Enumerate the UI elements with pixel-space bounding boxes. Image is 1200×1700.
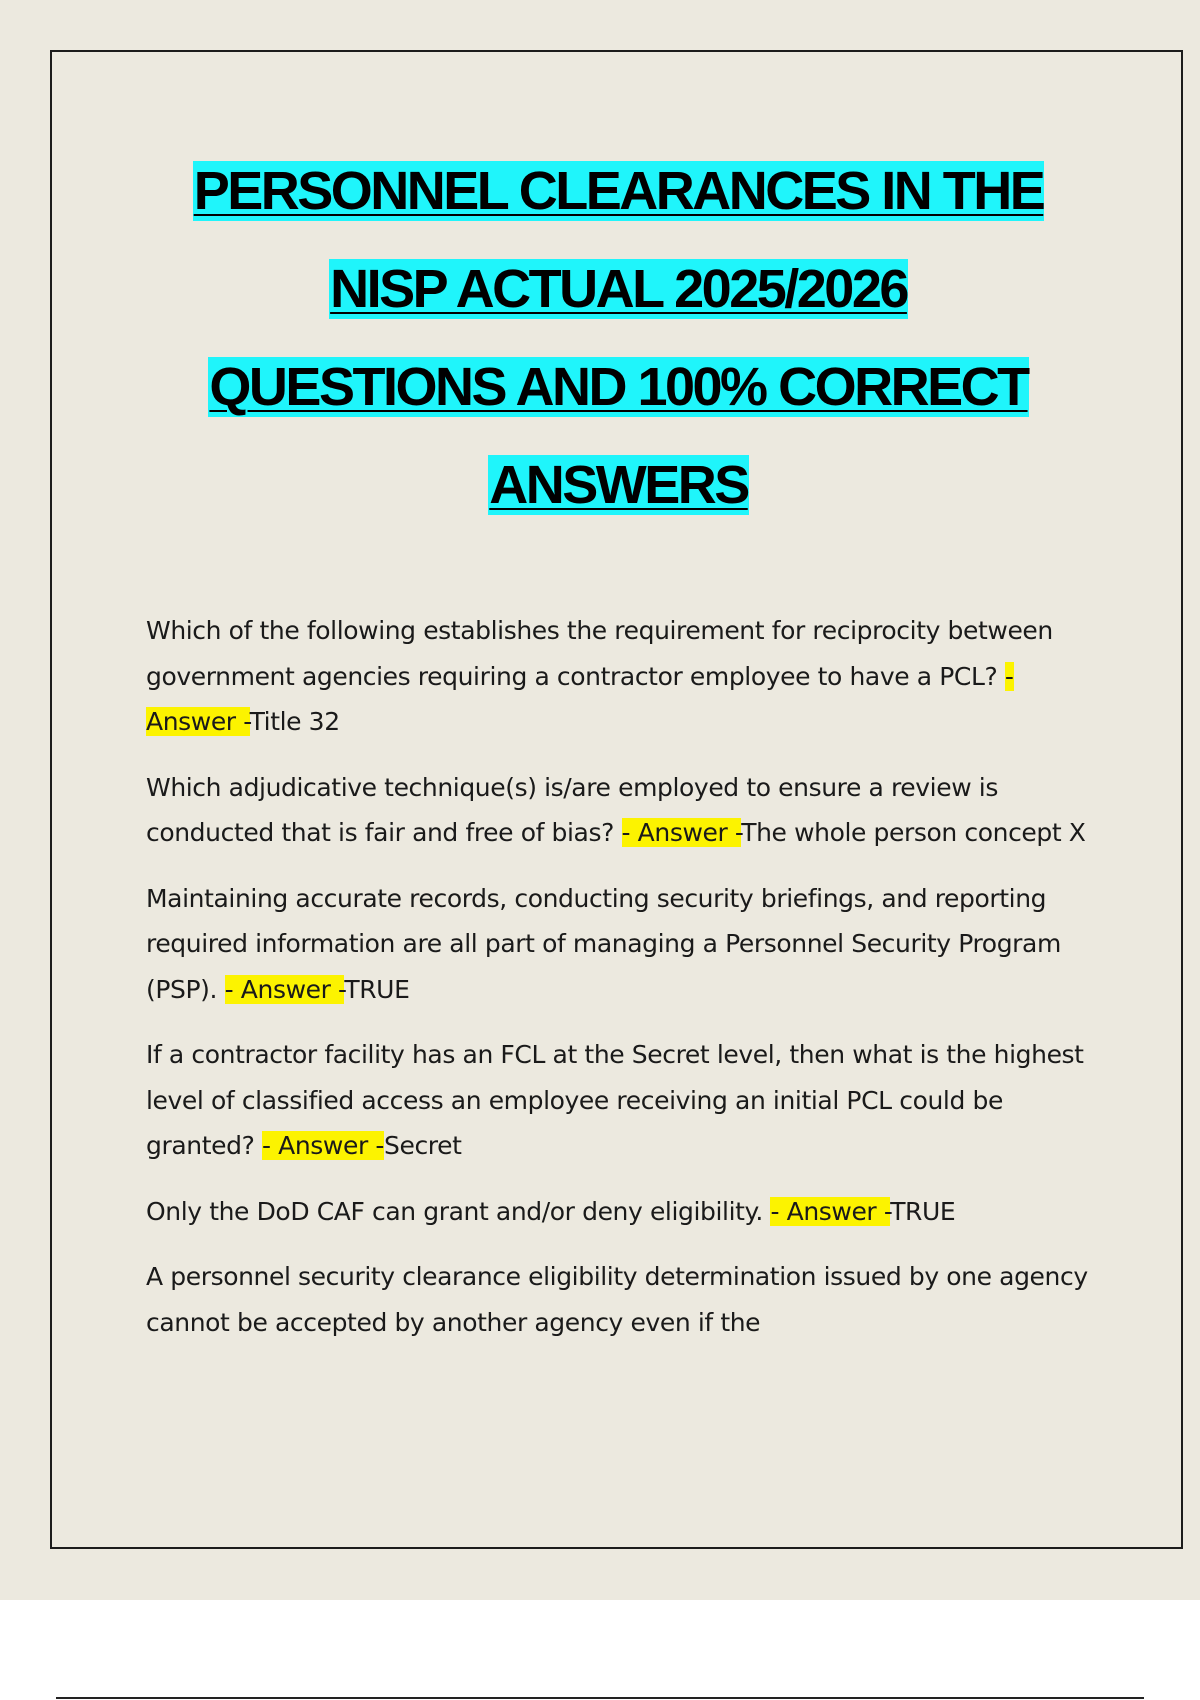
question-text: Which of the following establishes the requirement for reciprocity between government agencies requiring a contractor employee to have a PCL?	[146, 616, 1053, 691]
title-line	[110, 240, 1127, 338]
question-text: If a contractor facility has an FCL at the Secret level, then what is the highest level of classified access an employee receiving an initial PCL could be granted?	[146, 1040, 1084, 1160]
qa-item	[146, 765, 1096, 856]
title-line-text: PERSONNEL CLEARANCES IN THE	[193, 161, 1044, 221]
question-text: Which adjudicative technique(s) is/are employed to ensure a review is conducted that is fair and free of bias?	[146, 772, 998, 847]
document-title	[110, 142, 1127, 534]
answer-tag: - Answer -	[224, 974, 345, 1004]
qa-item	[146, 608, 1096, 745]
title-line-text: ANSWERS	[489, 455, 748, 515]
answer-text: TRUE	[344, 974, 410, 1004]
answer-tag: - Answer -	[146, 661, 1014, 736]
qa-item	[146, 876, 1096, 1013]
qa-item	[146, 1189, 1096, 1235]
title-line-text: NISP ACTUAL 2025/2026	[330, 259, 907, 319]
answer-text: The whole person concept X	[741, 818, 1086, 847]
answer-tag: - Answer -	[770, 1196, 891, 1226]
title-line	[110, 338, 1127, 436]
answer-text: Title 32	[249, 707, 340, 736]
question-text: Only the DoD CAF can grant and/or deny eligibility.	[146, 1196, 771, 1226]
qa-list	[146, 608, 1096, 1365]
title-line-text: QUESTIONS AND 100% CORRECT	[209, 357, 1028, 417]
qa-item	[146, 1254, 1096, 1345]
answer-tag: - Answer -	[261, 1131, 384, 1160]
title-line	[110, 142, 1127, 240]
footer-divider	[56, 1697, 1144, 1699]
qa-item	[146, 1032, 1096, 1169]
answer-text: Secret	[384, 1131, 462, 1160]
answer-text: TRUE	[890, 1196, 956, 1226]
answer-tag: - Answer -	[621, 818, 742, 847]
question-text: Maintaining accurate records, conducting security briefings, and reporting required information are all part of managing a Personnel Security Program (PSP).	[146, 883, 1061, 1004]
question-text: A personnel security clearance eligibility determination issued by one agency cannot be accepted by another agency even if the	[146, 1262, 1088, 1337]
title-line	[110, 436, 1127, 534]
